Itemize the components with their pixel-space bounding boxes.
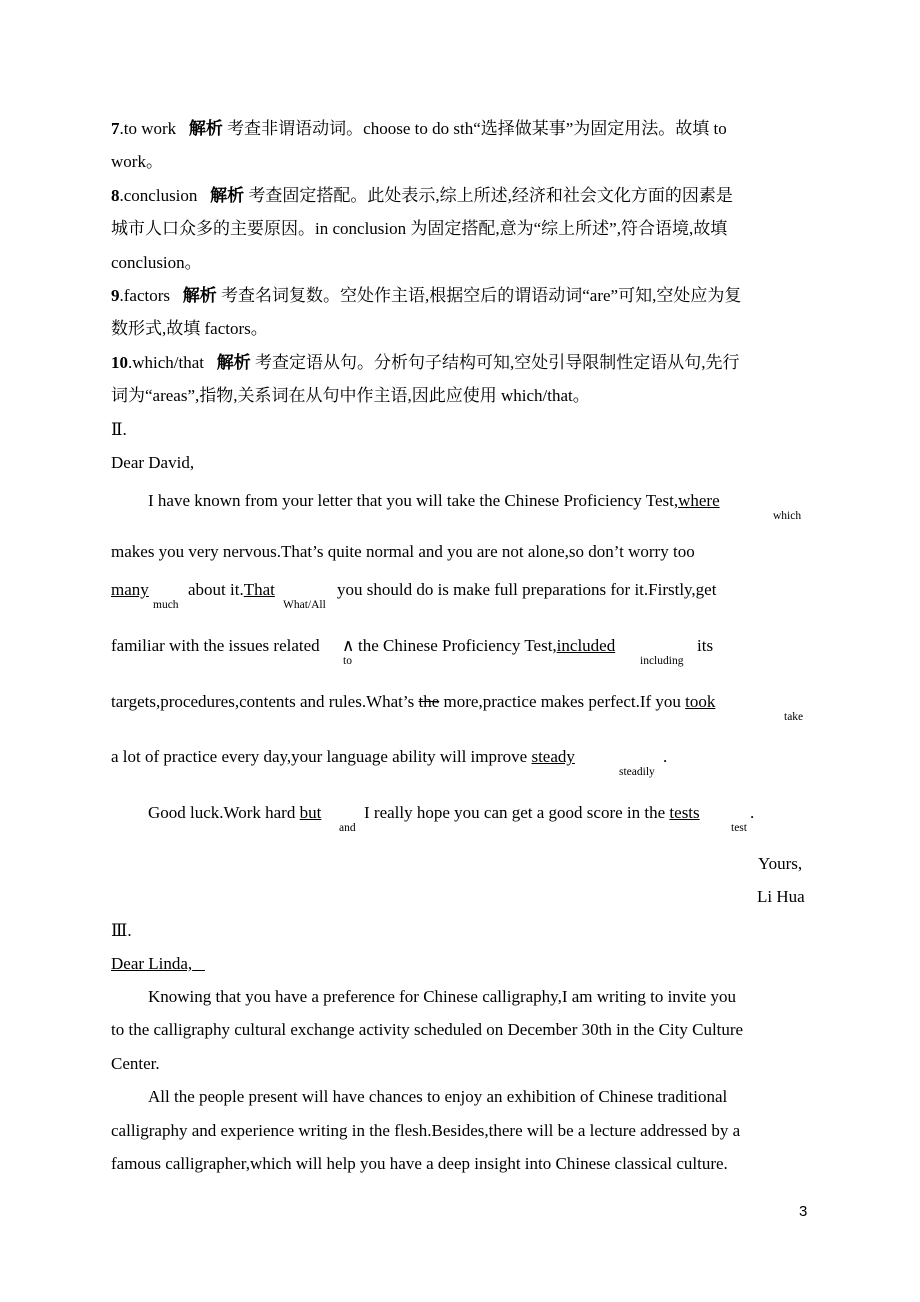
- deleted-the: the: [418, 692, 440, 711]
- section3-heading: Ⅲ.: [111, 921, 132, 940]
- section3-p1-line2: to the calligraphy cultural exchange activity scheduled on December 30th in the City Culture: [111, 1020, 744, 1039]
- error-steady: steady: [531, 747, 575, 766]
- section2-line6: a lot of practice every day,your language ability will improve steady: [111, 747, 575, 766]
- section2-line7-a: Good luck.Work hard but: [148, 803, 322, 822]
- answer-10-line2: 词为“areas”,指物,关系词在从句中作主语,因此应使用 which/that。: [111, 386, 590, 405]
- answer-8-line3: conclusion。: [111, 253, 202, 272]
- section2-line4-a: familiar with the issues related: [111, 636, 320, 655]
- answer-9-line2: 数形式,故填 factors。: [111, 319, 268, 338]
- section3-p2-line2: calligraphy and experience writing in the flesh.Besides,there will be a lecture addressed by a: [111, 1121, 741, 1140]
- answer-7-line2: work。: [111, 152, 163, 171]
- section2-line5: targets,procedures,contents and rules.What’s the more,practice makes perfect.If you took: [111, 692, 716, 711]
- section3-p2-line1: All the people present will have chances to enjoy an exhibition of Chinese traditional: [148, 1087, 728, 1106]
- error-tests: tests: [669, 803, 700, 822]
- answer-9-line1: 9.factors 解析 考查名词复数。空处作主语,根据空后的谓语动词“are”可知,空处应为复: [111, 286, 742, 305]
- correction-including: including: [640, 655, 684, 667]
- section3-p2-line3: famous calligrapher,which will help you have a deep insight into Chinese classical culture.: [111, 1154, 728, 1173]
- error-included: included: [556, 636, 616, 655]
- section2-line3-b: about it.That: [188, 580, 275, 599]
- section3-greeting: Dear Linda,: [111, 954, 193, 973]
- section2-greeting: Dear David,: [111, 453, 195, 472]
- closing: Yours,: [758, 854, 803, 873]
- page-number: 3: [799, 1203, 808, 1220]
- correction-steadily: steadily: [619, 766, 655, 778]
- insertion-caret: ∧: [342, 636, 355, 655]
- correction-which: which: [773, 510, 802, 522]
- correction-test: test: [731, 822, 747, 834]
- signature: Li Hua: [757, 887, 805, 906]
- error-took: took: [685, 692, 716, 711]
- section2-line4-c: its: [697, 636, 714, 655]
- answer-7-line1: 7.to work 解析 考查非谓语动词。choose to do sth“选择做某事”为固定用法。故填 to: [111, 119, 727, 138]
- section2-line1: I have known from your letter that you will take the Chinese Proficiency Test,where: [148, 491, 720, 510]
- section3-p1-line1: Knowing that you have a preference for Chinese calligraphy,I am writing to invite you: [148, 987, 737, 1006]
- answer-8-line2: 城市人口众多的主要原因。in conclusion 为固定搭配,意为“综上所述”,符合语境,故填: [111, 219, 728, 238]
- correction-and: and: [339, 822, 356, 834]
- section2-line3-a: [111, 580, 149, 600]
- section3-p1-line3: Center.: [111, 1054, 160, 1073]
- error-where: where: [678, 491, 720, 510]
- section2-line7-b: I really hope you can get a good score in the tests: [364, 803, 700, 822]
- section2-line4-b: the Chinese Proficiency Test,included: [358, 636, 616, 655]
- correction-much: much: [153, 599, 179, 611]
- correction-take: take: [784, 711, 804, 723]
- error-but: but: [299, 803, 322, 822]
- answer-10-line1: 10.which/that 解析 考查定语从句。分析句子结构可知,空处引导限制性定语从句,先行: [111, 353, 740, 372]
- section2-line7-period: .: [750, 803, 755, 822]
- section2-line6-period: .: [663, 747, 668, 766]
- error-that: That: [243, 580, 275, 599]
- section2-line2: makes you very nervous.That’s quite normal and you are not alone,so don’t worry too: [111, 542, 695, 561]
- section2-line3-c: you should do is make full preparations for it.Firstly,get: [337, 580, 717, 599]
- error-many: many: [111, 580, 149, 599]
- correction-to: to: [343, 655, 352, 667]
- answer-8-line1: 8.conclusion 解析 考查固定搭配。此处表示,综上所述,经济和社会文化方面的因素是: [111, 186, 733, 205]
- correction-what-all: What/All: [283, 599, 326, 611]
- section2-heading: Ⅱ.: [111, 420, 127, 439]
